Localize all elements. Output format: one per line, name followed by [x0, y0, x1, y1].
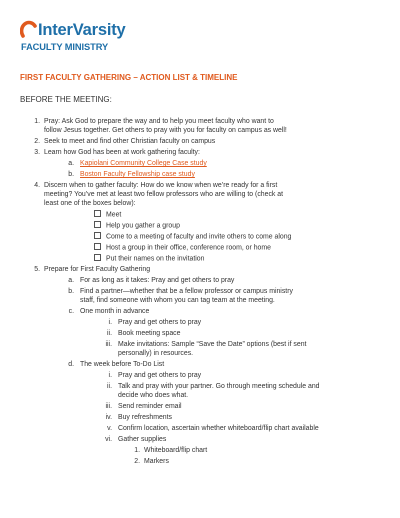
roman-item	[0, 435, 400, 446]
subitem-letter: b.	[68, 288, 74, 295]
list-subitem-continued	[0, 296, 400, 307]
roman-item	[0, 340, 400, 349]
checkbox[interactable]	[94, 232, 101, 239]
item-text: follow Jesus together. Get others to pray with you for faculty on campus as well!	[44, 127, 287, 134]
checkbox[interactable]	[94, 254, 101, 261]
roman-item	[0, 382, 400, 391]
list-subitem	[0, 360, 400, 371]
list-item	[0, 181, 400, 190]
supply-number: 1.	[134, 447, 140, 454]
roman-item-text: Pray and get others to pray	[118, 372, 202, 379]
item-text: Learn how God has been at work gathering faculty:	[44, 149, 200, 156]
roman-item	[0, 402, 400, 413]
checkbox-item	[0, 232, 400, 243]
list-item	[0, 265, 400, 276]
subitem-text: The week before To-Do List	[80, 361, 165, 368]
logo-arc-icon	[20, 19, 38, 39]
roman-numeral: ii.	[107, 383, 112, 390]
item-text: Pray: Ask God to prepare the way and to help you meet faculty who want to	[44, 118, 274, 125]
subitem-letter: d.	[68, 361, 74, 368]
list-subitem	[0, 287, 400, 296]
roman-item-text: Talk and pray with your partner. Go through meeting schedule and	[118, 383, 320, 390]
checkbox-label: Put their names on the invitation	[106, 255, 205, 263]
logo-subtitle: FACULTY MINISTRY	[21, 42, 109, 52]
subitem-text: staff, find someone with whom you can tag team at the meeting.	[80, 297, 275, 304]
roman-item-text: Gather supplies	[118, 436, 167, 443]
roman-item-text: Send reminder email	[118, 403, 182, 410]
roman-item-text: Make invitations: Sample “Save the Date” options (best if sent	[118, 341, 307, 348]
list-subitem	[0, 159, 400, 170]
item-number: 5.	[34, 266, 40, 273]
list-item	[0, 117, 400, 126]
kapiolani-case-study-link[interactable]: Kapiolani Community College Case study	[80, 160, 207, 167]
action-list	[0, 117, 400, 468]
roman-numeral: iii.	[105, 341, 112, 348]
roman-item	[0, 424, 400, 435]
list-item	[0, 148, 400, 159]
checkbox[interactable]	[94, 243, 101, 250]
subitem-text: One month in advance	[80, 308, 150, 315]
supply-number: 2.	[134, 458, 140, 465]
list-subitem	[0, 170, 400, 181]
roman-item	[0, 371, 400, 382]
item-text: Discern when to gather faculty: How do we know when we’re ready for a first	[44, 182, 278, 189]
roman-item-continued	[0, 391, 400, 402]
roman-numeral: iv.	[105, 414, 112, 421]
roman-item	[0, 413, 400, 424]
item-text: Prepare for First Faculty Gathering	[44, 266, 151, 273]
subitem-letter: a.	[68, 277, 74, 284]
list-subitem	[0, 307, 400, 318]
checkbox-item	[0, 210, 400, 221]
checkbox[interactable]	[94, 210, 101, 217]
roman-item-text: decide who does what.	[118, 392, 189, 399]
checkbox-item	[0, 254, 400, 265]
roman-item-text: Pray and get others to pray	[118, 319, 202, 326]
item-text: least one of the boxes below):	[44, 200, 136, 207]
list-subitem	[0, 276, 400, 287]
item-number: 1.	[34, 118, 40, 125]
checkbox-label: Come to a meeting of faculty and invite others to come along	[106, 233, 292, 241]
roman-numeral: iii.	[105, 403, 112, 410]
subitem-letter: a.	[68, 160, 74, 167]
supply-item	[0, 457, 400, 468]
roman-numeral: i.	[108, 319, 112, 326]
roman-item-continued	[0, 349, 400, 360]
checkbox-label: Help you gather a group	[106, 222, 180, 230]
logo-brand: InterVarsity	[38, 21, 126, 39]
roman-item	[0, 318, 400, 329]
list-item	[0, 137, 400, 148]
intervarsity-logo	[20, 19, 180, 55]
roman-item-text: Confirm location, ascertain whether whiteboard/flip chart available	[118, 425, 319, 432]
item-text: Seek to meet and find other Christian faculty on campus	[44, 138, 216, 145]
checkbox[interactable]	[94, 221, 101, 228]
roman-numeral: ii.	[107, 330, 112, 337]
supply-text: Whiteboard/flip chart	[144, 447, 208, 454]
supply-item	[0, 446, 400, 457]
subitem-text: For as long as it takes: Pray and get others to pray	[80, 277, 235, 284]
list-item-continued	[0, 190, 400, 199]
subitem-letter: b.	[68, 171, 74, 178]
supply-text: Markers	[144, 458, 169, 465]
document-title: FIRST FACULTY GATHERING – ACTION LIST & TIMELINE	[20, 73, 238, 82]
subitem-letter: c.	[68, 308, 74, 315]
item-number: 4.	[34, 182, 40, 189]
checkbox-label: Host a group in their office, conference room, or home	[106, 244, 271, 252]
boston-case-study-link[interactable]: Boston Faculty Fellowship case study	[80, 171, 195, 178]
roman-item-text: Book meeting space	[118, 330, 181, 337]
subitem-text: Find a partner—whether that be a fellow professor or campus ministry	[80, 288, 293, 295]
roman-item-text: personally) in resources.	[118, 350, 194, 357]
roman-numeral: vi.	[105, 436, 112, 443]
list-item-continued	[0, 126, 400, 137]
list-item-continued	[0, 199, 400, 210]
roman-numeral: i.	[108, 372, 112, 379]
roman-numeral: v.	[107, 425, 112, 432]
checkbox-item	[0, 243, 400, 254]
roman-item-text: Buy refreshments	[118, 414, 172, 421]
item-text: meeting? You’ve met at least two fellow professors who are willing to (check at	[44, 191, 283, 198]
checkbox-label: Meet	[106, 211, 122, 219]
roman-item	[0, 329, 400, 340]
item-number: 3.	[34, 149, 40, 156]
section-heading: BEFORE THE MEETING:	[20, 95, 112, 104]
item-number: 2.	[34, 138, 40, 145]
checkbox-item	[0, 221, 400, 232]
